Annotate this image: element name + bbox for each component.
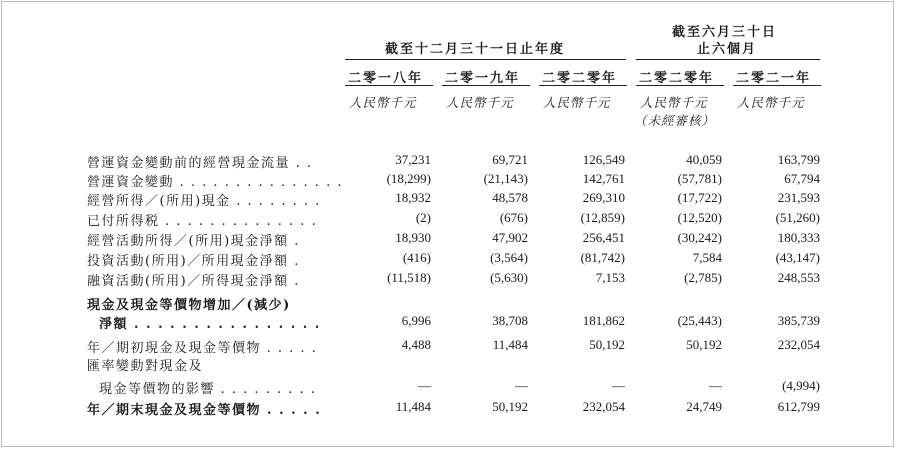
table-cell: (2,785) <box>684 270 722 285</box>
header-six-month-line2: 止六個月 <box>697 42 758 57</box>
table-cell: 38,708 <box>492 313 528 328</box>
table-cell: 24,749 <box>686 399 722 414</box>
column-rule <box>442 85 530 86</box>
table-cell: 181,862 <box>582 313 625 328</box>
table-cell: 180,333 <box>777 230 820 245</box>
table-cell: 7,584 <box>692 250 722 265</box>
table-cell: 40,059 <box>686 152 722 167</box>
column-header-2020: 二零二零年 <box>542 71 618 86</box>
row-label: 匯率變動對現金及 <box>87 359 204 374</box>
table-cell: (12,859) <box>580 210 625 225</box>
table-cell: 385,739 <box>777 313 820 328</box>
header-six-month-line1: 截至六月三十日 <box>672 25 778 40</box>
table-cell: (4,994) <box>782 378 820 393</box>
table-cell: 163,799 <box>777 152 820 167</box>
table-cell: 18,932 <box>395 190 431 205</box>
table-cell: (21,143) <box>483 171 528 186</box>
table-cell: — <box>709 378 722 393</box>
table-cell: (17,722) <box>677 190 722 205</box>
column-header-2018: 二零一八年 <box>348 71 424 86</box>
table-cell: — <box>515 378 528 393</box>
row-label: 營運資金變動前的經營現金流量 . . <box>87 156 313 171</box>
row-label: 已付所得税 . . . . . . . . . . . . . . <box>87 214 318 229</box>
table-cell: 6,996 <box>401 313 431 328</box>
column-header-2021-interim: 二零二一年 <box>736 71 812 86</box>
unit-label: 人民幣千元 <box>446 95 514 110</box>
table-cell: 47,902 <box>492 230 528 245</box>
table-cell: (416) <box>402 250 431 265</box>
table-cell: 37,231 <box>395 152 431 167</box>
unit-label: 人民幣千元 <box>349 95 417 110</box>
row-label: 經營所得／(所用)現金 . . . . . . . . <box>87 194 321 209</box>
header-rule <box>636 59 820 60</box>
table-cell: 11,484 <box>395 399 431 414</box>
column-rule <box>345 85 433 86</box>
table-cell: (57,781) <box>677 171 722 186</box>
table-cell: (43,147) <box>775 250 820 265</box>
unit-label: 人民幣千元 <box>543 95 611 110</box>
table-cell: 7,153 <box>595 270 625 285</box>
column-rule <box>733 85 821 86</box>
table-cell: 612,799 <box>777 399 820 414</box>
table-cell: (5,630) <box>490 270 528 285</box>
table-cell: (3,564) <box>490 250 528 265</box>
column-header-2020-interim: 二零二零年 <box>639 71 715 86</box>
column-rule <box>539 85 627 86</box>
row-label: 現金等價物的影響 . . . . . . . . . <box>99 382 317 397</box>
row-label: 年／期末現金及現金等價物 . . . . . <box>87 403 322 418</box>
row-label: 年／期初現金及現金等價物 . . . . . <box>87 341 318 356</box>
table-cell: 126,549 <box>582 152 625 167</box>
column-header-2019: 二零一九年 <box>445 71 521 86</box>
unaudited-label: （未經審核） <box>634 113 716 128</box>
table-cell: 11,484 <box>492 337 528 352</box>
table-cell: 256,451 <box>582 230 625 245</box>
table-cell: 4,488 <box>401 337 431 352</box>
table-cell: 69,721 <box>492 152 528 167</box>
table-cell: 50,192 <box>589 337 625 352</box>
row-label: 投資活動(所用)／所用現金淨額 . <box>87 254 300 269</box>
unit-label: 人民幣千元 <box>640 95 708 110</box>
table-cell: 232,054 <box>582 399 625 414</box>
table-cell: 269,310 <box>582 190 625 205</box>
table-cell: 248,553 <box>777 270 820 285</box>
table-cell: (2) <box>415 210 431 225</box>
table-cell: (30,242) <box>677 230 722 245</box>
table-cell: 48,578 <box>492 190 528 205</box>
table-cell: — <box>418 378 431 393</box>
unit-label: 人民幣千元 <box>737 95 805 110</box>
table-cell: (18,299) <box>386 171 431 186</box>
table-cell: (676) <box>499 210 528 225</box>
table-cell: 232,054 <box>777 337 820 352</box>
table-cell: (51,260) <box>775 210 820 225</box>
table-cell: — <box>612 378 625 393</box>
row-label: 現金及現金等價物增加／(減少) <box>87 298 291 313</box>
row-label: 融資活動(所用)／所得現金淨額 . <box>87 274 300 289</box>
row-label: 營運資金變動 . . . . . . . . . . . . . . . <box>87 175 343 190</box>
table-cell: 18,930 <box>395 230 431 245</box>
header-rule <box>345 59 626 60</box>
header-year-group: 截至十二月三十一日止年度 <box>385 42 566 57</box>
table-cell: (12,520) <box>677 210 722 225</box>
table-cell: 142,761 <box>582 171 625 186</box>
table-cell: 67,794 <box>784 171 820 186</box>
table-cell: 231,593 <box>777 190 820 205</box>
row-label: 經營活動所得／(所用)現金淨額 . <box>87 234 300 249</box>
table-cell: 50,192 <box>492 399 528 414</box>
table-cell: 50,192 <box>686 337 722 352</box>
table-cell: (11,518) <box>387 270 431 285</box>
column-rule <box>636 85 724 86</box>
row-label: 淨額 . . . . . . . . . . . . . . . . <box>99 317 321 332</box>
table-cell: (25,443) <box>677 313 722 328</box>
table-cell: (81,742) <box>580 250 625 265</box>
